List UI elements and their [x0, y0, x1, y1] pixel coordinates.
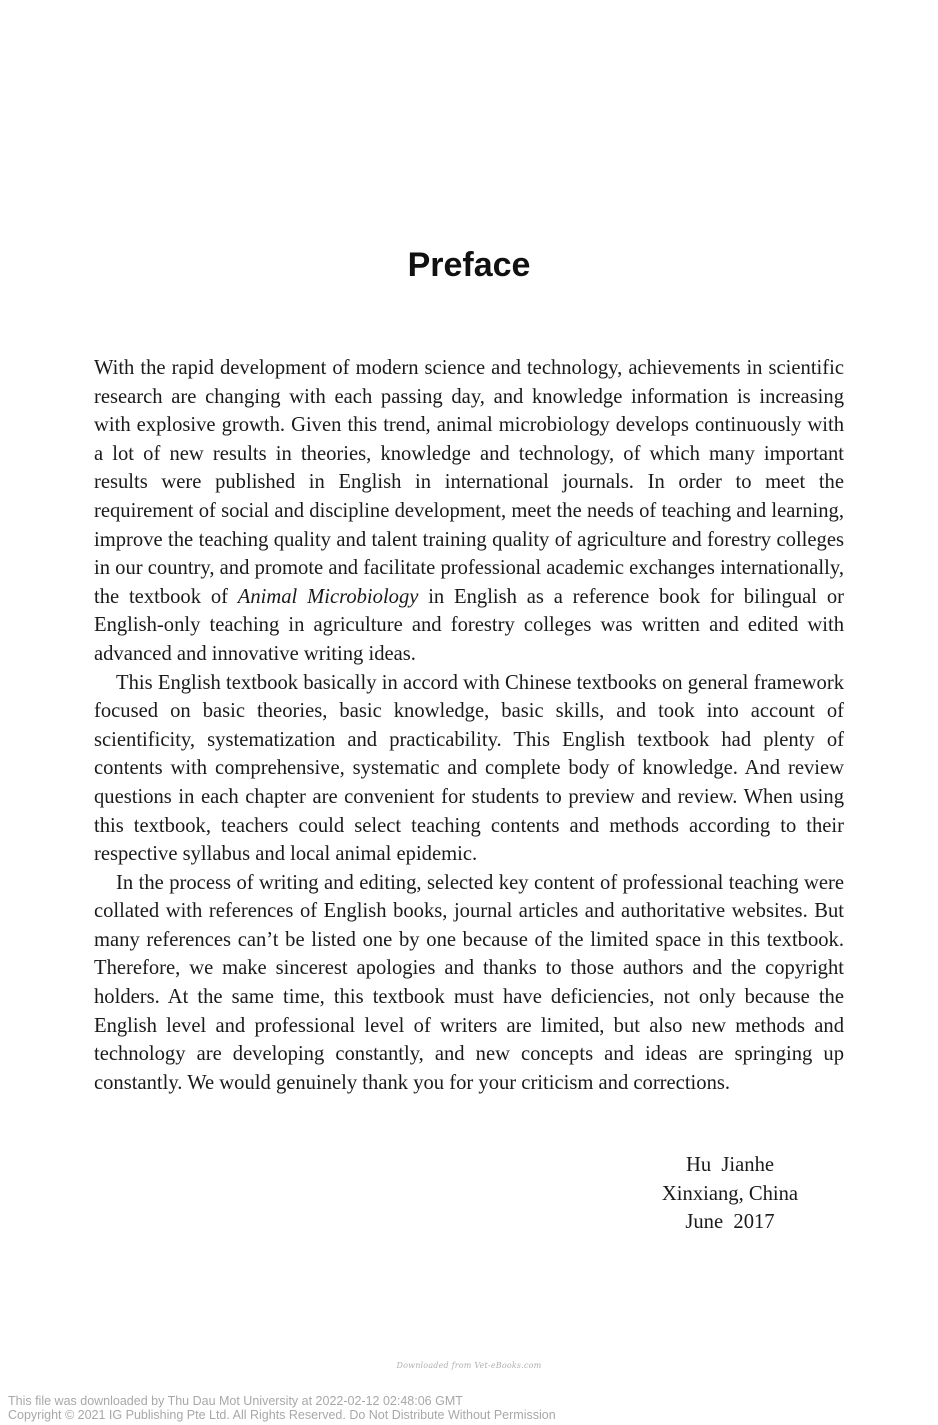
footer-download-line: This file was downloaded by Thu Dau Mot University at 2022-02-12 02:48:06 GMT — [8, 1394, 463, 1408]
author-place: Xinxiang, China — [661, 1182, 799, 1205]
footer-copyright-line: Copyright © 2021 IG Publishing Pte Ltd. All Rights Reserved. Do Not Distribute Without Permission — [8, 1407, 556, 1422]
download-watermark: Downloaded from Vet-eBooks.com — [396, 1361, 542, 1370]
book-title-italic: Animal Microbiology — [237, 585, 419, 608]
page-title: Preface — [407, 246, 531, 284]
paragraph-1-text-before: With the rapid development of modern science and technology, achievements in scientific research are changing with each passing day, and knowledge information is increasing with explosive growth. Given this trend, animal microbiology develops continuously with a lot of new results in theories, knowledge and technology, of which many important results were published in English in international journals. In order to meet the requirement of social and discipline development, meet the needs of teaching and learning, improve the teaching quality and talent training quality of agriculture and forestry colleges in our country, and promote and facilitate professional academic exchanges internationally, the textbook of — [94, 357, 844, 608]
paragraph-3: In the process of writing and editing, selected key content of professional teaching were collated with references of English books, journal articles and authoritative websites. But many references can’t be listed one by one because of the limited space in this textbook. Therefore, we make sincerest apologies and thanks to those authors and the copyright holders. At the same time, this textbook must have deficiencies, not only because the English level and professional level of writers are limited, but also new methods and technology are developing constantly, and new concepts and ideas are springing up constantly. We would genuinely thank you for your criticism and corrections. — [94, 871, 844, 1094]
paragraph-1 — [94, 354, 844, 669]
preface-body — [94, 354, 844, 1097]
download-footer — [8, 1395, 556, 1422]
signature-block — [630, 1151, 830, 1237]
paragraph-2: This English textbook basically in accord with Chinese textbooks on general framework focused on basic theories, basic knowledge, basic skills, and took into account of scientificity, systematization and practicability. This English textbook had plenty of contents with comprehensive, systematic and complete body of knowledge. And review questions in each chapter are convenient for students to preview and review. When using this textbook, teachers could select teaching contents and methods according to their respective syllabus and local animal epidemic. — [94, 671, 844, 866]
paragraph-1-text-after: in English as a reference book for bilingual or English-only teaching in agriculture and forestry colleges was written and edited with advanced and innovative writing ideas. — [94, 585, 844, 665]
author-name: Hu Jianhe — [685, 1154, 775, 1176]
author-date: June 2017 — [685, 1211, 775, 1234]
